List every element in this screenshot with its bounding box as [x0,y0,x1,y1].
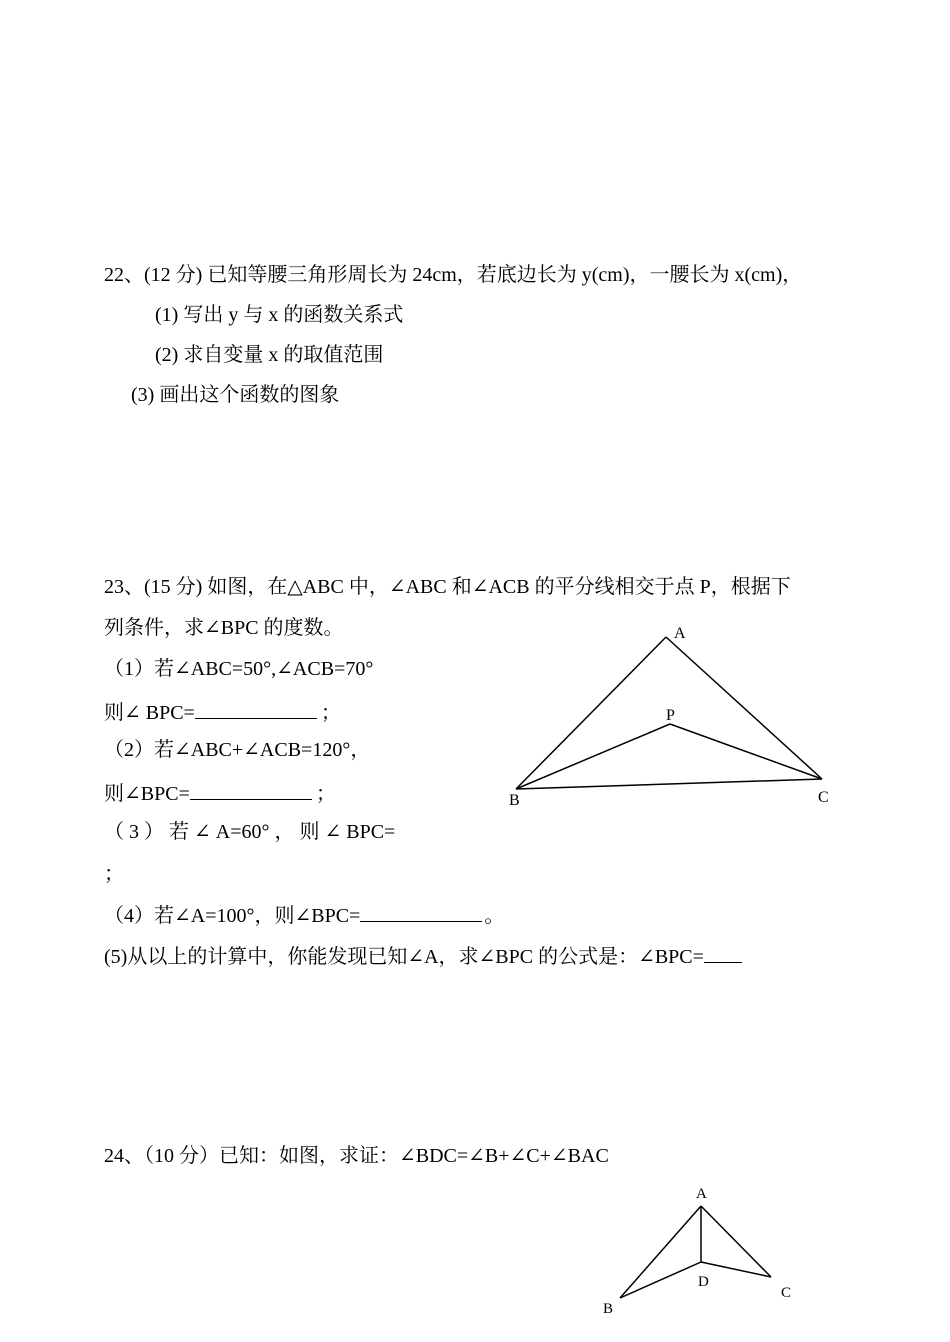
q24-segment-bd [620,1262,701,1298]
q24-label-a: A [696,1186,707,1202]
q23-part2-blank[interactable] [190,777,312,800]
q23-segment-bp [516,724,670,789]
q23-part5-prefix: (5)从以上的计算中，你能发现已知∠A，求∠BPC 的公式是：∠BPC= [104,946,704,968]
q22-item-1: (1) 写出 y 与 x 的函数关系式 [155,304,404,326]
q23-part4-suffix: 。 [484,905,505,927]
q23-part1-answer-prefix: 则∠ BPC= [104,702,195,724]
q23-part2-condition: （2）若∠ABC+∠ACB=120°， [104,739,371,761]
q23-label-c: C [818,789,829,806]
q23-part4 [104,899,504,930]
q24-stem: 24、（10 分）已知：如图，求证：∠BDC=∠B+∠C+∠BAC [104,1145,609,1167]
q23-segment-ac [666,637,822,779]
q22-item-3: (3) 画出这个函数的图象 [131,384,340,406]
q23-part2-answer-suffix: ； [315,783,336,805]
q24-segment-dc [701,1262,771,1277]
q23-part3: （ 3 ） 若 ∠ A=60° ， 则 ∠ BPC= [104,821,396,843]
q23-part4-blank[interactable] [360,899,482,922]
q23-segment-bc [516,779,822,789]
q23-stem-line2: 列条件，求∠BPC 的度数。 [104,617,344,639]
q23-part5 [104,940,742,971]
q23-part3-tail: ； [104,863,124,885]
q24-label-c: C [781,1285,792,1301]
q23-segment-pc [670,724,822,779]
q23-part1-answer-suffix: ； [320,702,341,724]
q23-label-b: B [509,792,520,809]
q23-part4-prefix: （4）若∠A=100°，则∠BPC= [104,905,361,927]
q24-label-b: B [603,1301,614,1317]
q24-figure [620,1206,771,1298]
q23-part1-condition: （1）若∠ABC=50°,∠ACB=70° [104,658,374,680]
q24-segment-ac [701,1206,771,1277]
q22-item-2: (2) 求自变量 x 的取值范围 [155,344,384,366]
q23-label-a: A [674,625,686,642]
q23-part5-blank[interactable] [704,940,742,963]
q23-part1-blank[interactable] [195,696,317,719]
q23-segment-ab [516,637,666,789]
q23-part1-answer [104,696,341,727]
q23-stem-line1: 23、(15 分) 如图，在△ABC 中，∠ABC 和∠ACB 的平分线相交于点 P，根据下 [104,576,791,598]
q23-part2-answer [104,777,336,808]
q24-segment-ab [620,1206,701,1298]
q24-label-d: D [698,1274,709,1290]
q23-label-p: P [666,707,675,724]
q23-part2-answer-prefix: 则∠BPC= [104,783,190,805]
q22-stem: 22、(12 分) 已知等腰三角形周长为 24cm，若底边长为 y(cm)，一腰长为 x(cm)， [104,264,803,286]
